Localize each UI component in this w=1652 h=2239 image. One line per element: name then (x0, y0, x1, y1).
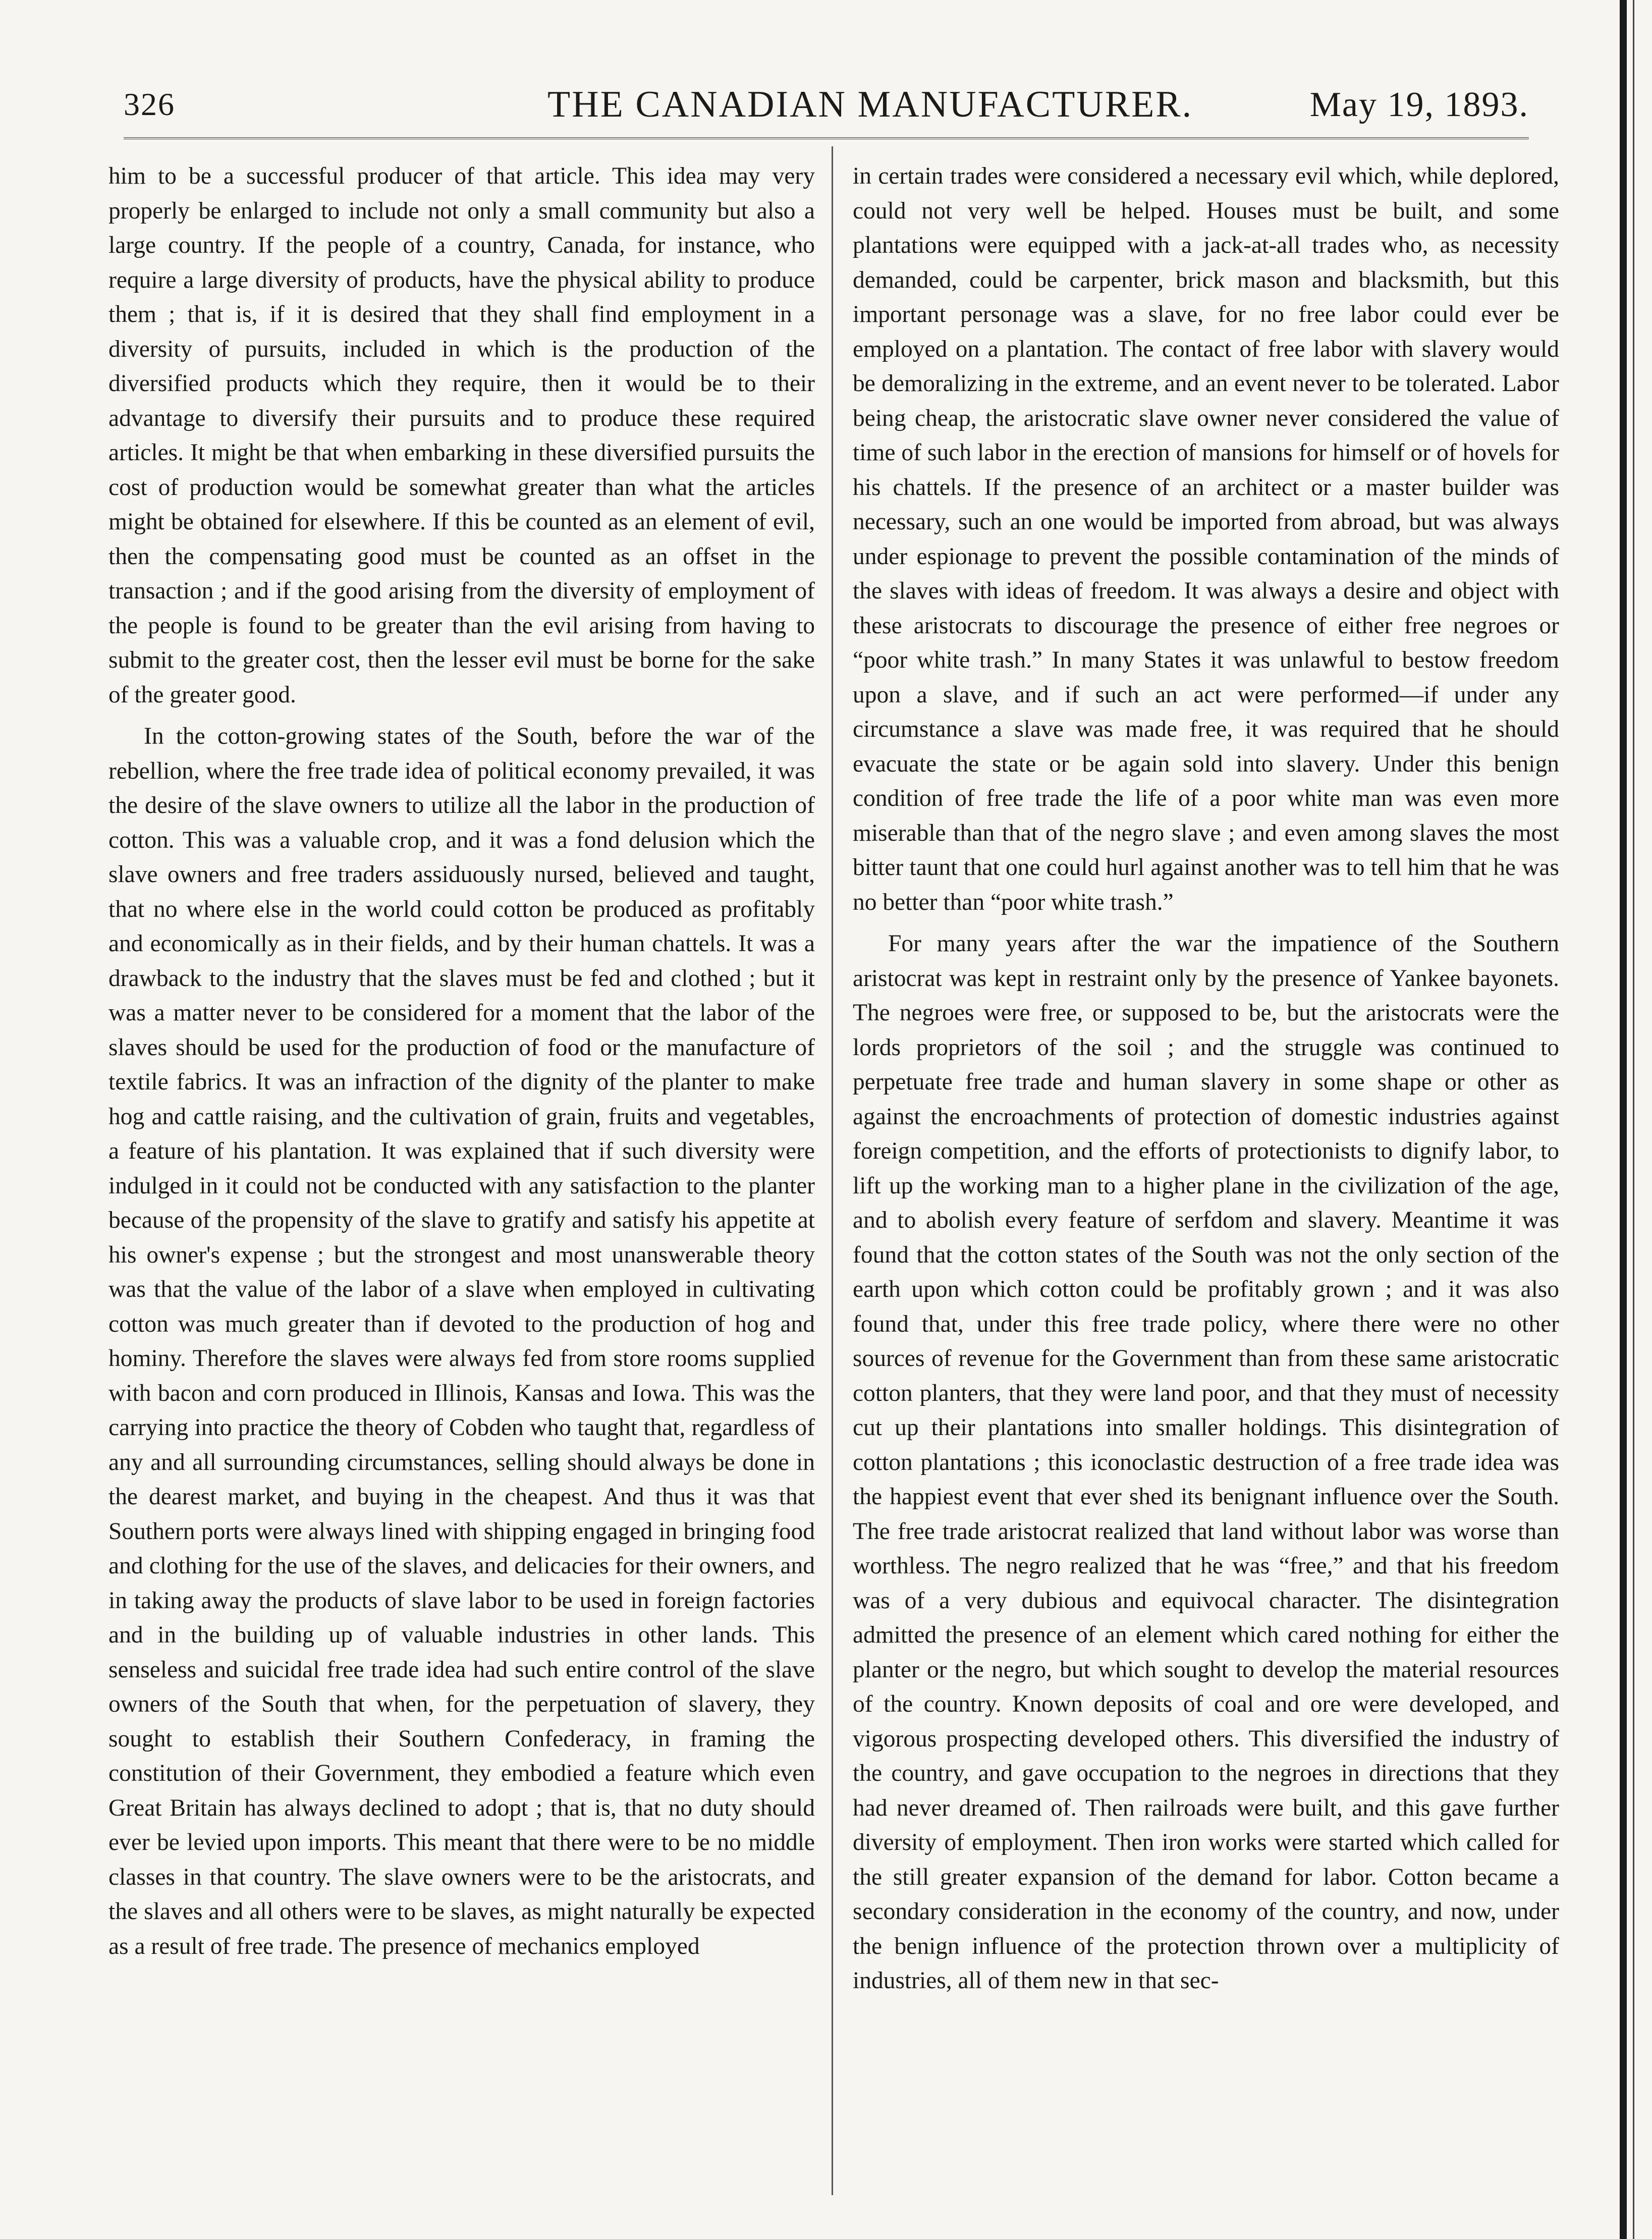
issue-date: May 19, 1893. (1309, 85, 1529, 124)
page-header (124, 76, 1529, 131)
right-column (853, 159, 1559, 2182)
page-edge-border (1620, 0, 1627, 2239)
column-divider (832, 146, 833, 2195)
header-rule (124, 137, 1529, 139)
page-number: 326 (124, 86, 175, 122)
journal-title: THE CANADIAN MANUFACTURER. (547, 84, 1193, 125)
article-paragraph: him to be a successful producer of that article. This idea may very properly be enlarged to include not only a small community but also a large country. If the people of a country, Canada, for instance, who require a large diversity of products, have the physical ability to produce them ; that is, if it is desired that they shall find employment in a diversity of pursuits, included in which is the production of the diversified products which they require, then it would be to their advantage to diversify their pursuits and to produce these required articles. It might be that when embarking in these diversified pursuits the cost of production would be somewhat greater than what the articles might be obtained for elsewhere. If this be counted as an element of evil, then the compensating good must be counted as an offset in the transaction ; and if the good arising from the diversity of employment of the people is found to be greater than the evil arising from having to submit to the greater cost, then the lesser evil must be borne for the sake of the greater good. (108, 163, 815, 708)
left-column (108, 159, 815, 2182)
page-edge-line (1633, 0, 1634, 2239)
article-paragraph: In the cotton-growing states of the South, before the war of the rebellion, where the free trade idea of political economy prevailed, it was the desire of the slave owners to utilize all the labor in the production of cotton. This was a valuable crop, and it was a fond delusion which the slave owners and free traders assiduously nursed, believed and taught, that no where else in the world could cotton be produced as profitably and economically as in their fields, and by their human chattels. It was a drawback to the industry that the slaves must be fed and clothed ; but it was a matter never to be considered for a moment that the labor of the slaves should be used for the production of food or the manufacture of textile fabrics. It was an infraction of the dignity of the planter to make hog and cattle raising, and the cultivation of grain, fruits and vegetables, a feature of his plantation. It was explained that if such diversity were indulged in it could not be conducted with any satisfaction to the planter because of the propensity of the slave to gratify and satisfy his appetite at his owner's expense ; but the strongest and most unanswerable theory was that the value of the labor of a slave when employed in cultivating cotton was much greater than if devoted to the production of hog and hominy. Therefore the slaves were always fed from store rooms supplied with bacon and corn produced in Illinois, Kansas and Iowa. This was the carrying into practice the theory of Cobden who taught that, regardless of any and all surrounding circumstances, selling should always be done in the dearest market, and buying in the cheapest. And thus it was that Southern ports were always lined with shipping engaged in bringing food and clothing for the use of the slaves, and delicacies for their owners, and in taking away the products of slave labor to be used in foreign factories and in the building up of valuable industries in other lands. This senseless and suicidal free trade idea had such entire control of the slave owners of the South that when, for the perpetuation of slavery, they sought to establish their Southern Confederacy, in framing the constitution of their Government, they embodied a feature which even Great Britain has always declined to adopt ; that is, that no duty should ever be levied upon imports. This meant that there were to be no middle classes in that country. The slave owners were to be the aristocrats, and the slaves and all others were to be slaves, as might naturally be expected as a result of free trade. The presence of mechanics employed (108, 723, 815, 1959)
article-paragraph: For many years after the war the impatience of the Southern aristocrat was kept in restraint only by the presence of Yankee bayonets. The negroes were free, or supposed to be, but the aristocrats were the lords proprietors of the soil ; and the struggle was continued to perpetuate free trade and human slavery in some shape or other as against the encroachments of protection of domestic industries against foreign competition, and the efforts of protectionists to dignify labor, to lift up the working man to a higher plane in the civilization of the age, and to abolish every feature of serfdom and slavery. Meantime it was found that the cotton states of the South was not the only section of the earth upon which cotton could be profitably grown ; and it was also found that, under this free trade policy, where there were no other sources of revenue for the Government than from these same aristocratic cotton planters, that they were land poor, and that they must of necessity cut up their plantations into smaller holdings. This disintegration of cotton plantations ; this iconoclastic destruction of a free trade idea was the happiest event that ever shed its benignant influence over the South. The free trade aristocrat realized that land without labor was worse than worthless. The negro realized that he was “free,” and that his freedom was of a very dubious and equivocal character. The disintegration admitted the presence of an element which cared nothing for either the planter or the negro, but which sought to develop the material resources of the country. Known deposits of coal and ore were developed, and vigorous prospecting developed others. This diversified the industry of the country, and gave occupation to the negroes in directions that they had never dreamed of. Then railroads were built, and this gave further diversity of employment. Then iron works were started which called for the still greater expansion of the demand for labor. Cotton became a secondary consideration in the economy of the country, and now, under the benign influence of the protection thrown over a multiplicity of industries, all of them new in that sec- (853, 931, 1559, 1994)
article-paragraph: in certain trades were considered a necessary evil which, while deplored, could not very well be helped. Houses must be built, and some plantations were equipped with a jack-at-all trades who, as necessity demanded, could be carpenter, brick mason and blacksmith, but this important personage was a slave, for no free labor could ever be employed on a plantation. The contact of free labor with slavery would be demoralizing in the extreme, and an event never to be tolerated. Labor being cheap, the aristocratic slave owner never considered the value of time of such labor in the erection of mansions for himself or of hovels for his chattels. If the presence of an architect or a master builder was necessary, such an one would be imported from abroad, but was always under espionage to prevent the possible contamination of the minds of the slaves with ideas of freedom. It was always a desire and object with these aristocrats to discourage the presence of either free negroes or “poor white trash.” In many States it was unlawful to bestow freedom upon a slave, and if such an act were performed—if under any circumstance a slave was made free, it was required that he should evacuate the state or be again sold into slavery. Under this benign condition of free trade the life of a poor white man was even more miserable than that of the negro slave ; and even among slaves the most bitter taunt that one could hurl against another was to tell him that he was no better than “poor white trash.” (853, 163, 1559, 915)
